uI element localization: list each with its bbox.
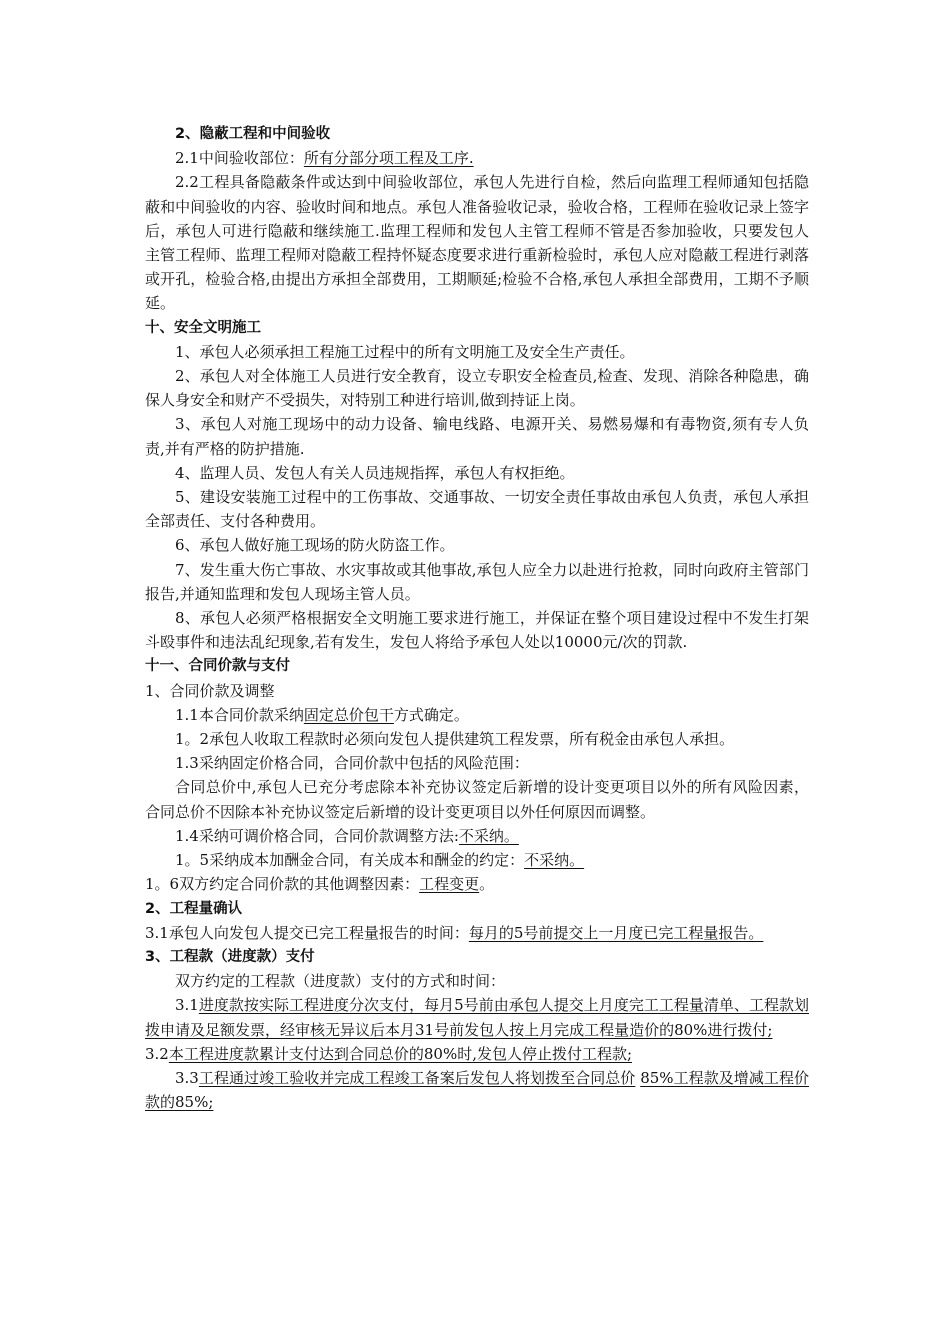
subsection-heading-price-adjustment: 1、合同价款及调整	[145, 681, 275, 700]
safety-item-7: 7、发生重大伤亡事故、水灾事故或其他事故,承包人应全力以赴进行抢救，同时向政府主管部门报告,并通知监理和发包人现场主管人员。	[145, 560, 809, 603]
clause-2-1-value: 所有分部分项工程及工序.	[303, 149, 474, 168]
clause-1-6	[145, 872, 809, 896]
payment-intro: 双方约定的工程款（进度款）支付的方式和时间：	[175, 972, 506, 991]
subsection-heading-quantity-confirmation: 2、工程量确认	[145, 900, 243, 917]
clause-1-6-tail: 。	[479, 875, 495, 894]
clause-1-1	[145, 703, 809, 727]
clause-1-4-text: 1.4采纳可调价格合同，合同价款调整方法:	[175, 826, 459, 845]
payment-clause-3-2-value: 本工程进度款累计支付达到合同总价的80%时,发包人停止拨付工程款;	[168, 1044, 633, 1063]
safety-item-5: 5、建设安装施工过程中的工伤事故、交通事故、一切安全责任事故由承包人负责，承包人承担全部责任、支付各种费用。	[145, 488, 809, 531]
section-heading-contract-price: 十一、合同价款与支付	[145, 658, 290, 675]
safety-item-2: 2、承包人对全体施工人员进行安全教育，设立专职安全检查员,检查、发现、消除各种隐患，确保人身安全和财产不受损失，对特别工种进行培训,做到持证上岗。	[145, 367, 809, 410]
safety-item-8: 8、承包人必须严格根据安全文明施工要求进行施工，并保证在整个项目建设过程中不发生打架斗殴事件和违法乱纪现象,若有发生，发包人将给予承包人处以10000元/次的罚款.	[145, 609, 809, 652]
clause-2-2: 2.2工程具备隐蔽条件或达到中间验收部位，承包人先进行自检，然后向监理工程师通知包括隐蔽和中间验收的内容、验收时间和地点。承包人准备验收记录，验收合格，工程师在验收记录上签字后，承包人可进行隐蔽和继续施工.监理工程师和发包人主管工程师不管是否参加验收，只要发包人主管工程师、监理工程师对隐蔽工程持怀疑态度要求进行重新检验时，承包人应对隐蔽工程进行剥落或开孔，检验合格,由提出方承担全部费用，工期顺延;检验不合格,承包人承担全部费用，工期不予顺延。	[145, 173, 809, 313]
clause-2-1	[145, 146, 809, 170]
clause-1-3-detail: 合同总价中,承包人已充分考虑除本补充协议签定后新增的设计变更项目以外的所有风险因素，合同总价不因除本补充协议签定后新增的设计变更项目以外任何原因而调整。	[145, 778, 809, 821]
clause-3-1-quantity-text: 3.1承包人向发包人提交已完工程量报告的时间：	[145, 923, 469, 942]
safety-item-1: 1、承包人必须承担工程施工过程中的所有文明施工及安全生产责任。	[175, 342, 635, 361]
payment-clause-3-3-num: 3.3	[175, 1068, 199, 1087]
clause-1-4-value: 不采纳。	[458, 826, 519, 845]
payment-clause-3-3-value-2: 85%工程款及增减工程价款的85%;	[145, 1068, 809, 1112]
section-heading-safety: 十、安全文明施工	[145, 319, 261, 336]
clause-3-1-quantity	[145, 921, 809, 945]
clause-1-3: 1.3采纳固定价格合同，合同价款中包括的风险范围：	[175, 754, 529, 773]
payment-clause-3-3-value: 工程通过竣工验收并完成工程竣工备案后发包人将划拨至合同总价	[198, 1068, 636, 1087]
payment-clause-3-1	[145, 993, 809, 1041]
clause-1-6-text: 1。6双方约定合同价款的其他调整因素：	[145, 875, 420, 894]
clause-3-1-quantity-value: 每月的5号前提交上一月度已完工程量报告。	[468, 923, 764, 942]
clause-1-1-tail: 方式确定。	[393, 705, 469, 724]
clause-1-5-text: 1。5采纳成本加酬金合同，有关成本和酬金的约定：	[175, 851, 525, 870]
clause-1-1-text: 1.1本合同价款采纳	[175, 705, 304, 724]
payment-clause-3-1-value: 进度款按实际工程进度分次支付，每月5号前由承包人提交上月度完工工程量清单、工程款划拨申请及足额发票，经审核无异议后本月31号前发包人按上月完成工程量造价的80%进行拨付;	[145, 996, 809, 1039]
safety-item-3: 3、承包人对施工现场中的动力设备、输电线路、电源开关、易燃易爆和有毒物资,须有专人负责,并有严格的防护措施.	[145, 415, 809, 458]
clause-1-5	[145, 848, 809, 872]
payment-clause-3-1-num: 3.1	[175, 996, 199, 1015]
clause-1-5-value: 不采纳。	[524, 851, 585, 870]
clause-1-6-value: 工程变更	[419, 875, 480, 894]
safety-item-6: 6、承包人做好施工现场的防火防盗工作。	[175, 536, 455, 555]
subsection-heading-progress-payment: 3、工程款（进度款）支付	[145, 948, 315, 965]
section-heading-concealed-works: 2、隐蔽工程和中间验收	[175, 126, 331, 142]
clause-1-2: 1。2承包人收取工程款时必须向发包人提供建筑工程发票，所有税金由承包人承担。	[175, 730, 735, 749]
clause-2-1-label: 2.1中间验收部位：	[175, 149, 304, 168]
payment-clause-3-2-num: 3.2	[145, 1044, 169, 1063]
clause-1-1-value: 固定总价包干	[303, 705, 394, 724]
payment-clause-3-3	[145, 1066, 809, 1114]
safety-item-4: 4、监理人员、发包人有关人员违规指挥，承包人有权拒绝。	[175, 463, 575, 482]
document-page	[145, 122, 809, 1114]
clause-1-4	[145, 824, 809, 848]
payment-clause-3-2	[145, 1042, 809, 1066]
